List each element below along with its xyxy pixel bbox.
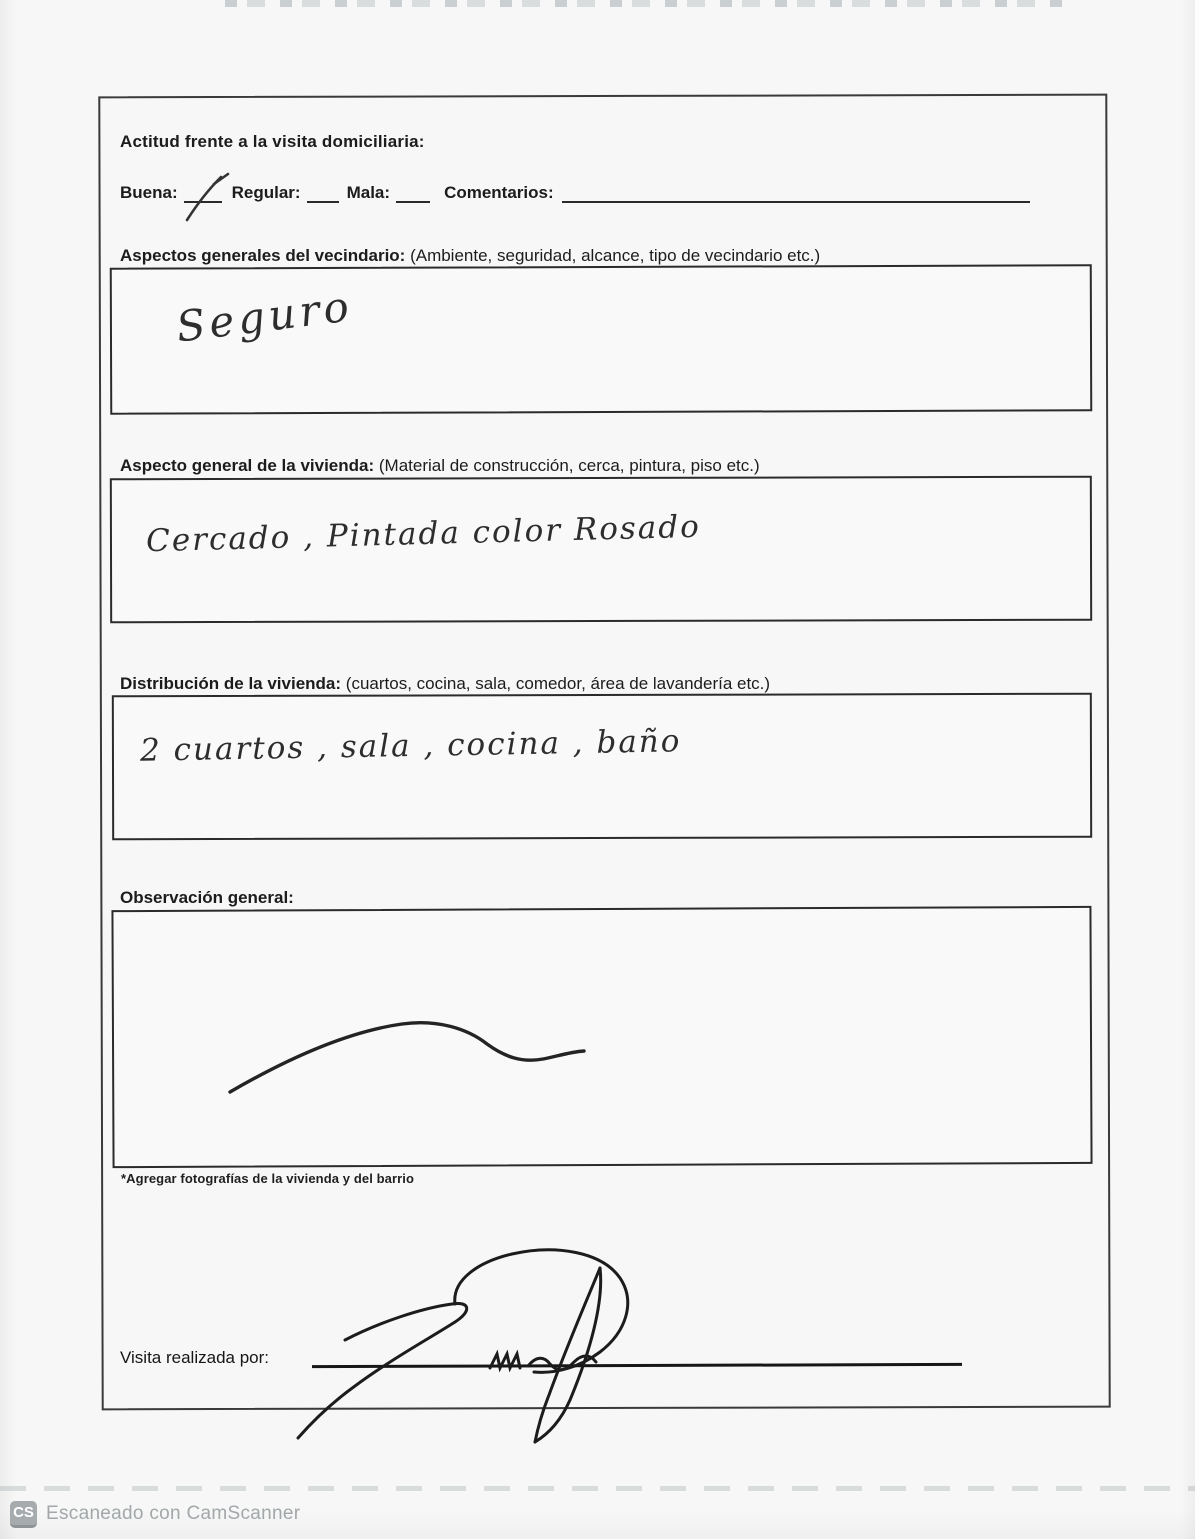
section-hint-distribucion: (cuartos, cocina, sala, comedor, área de lavandería etc.) [341,674,771,693]
regular-label: Regular: [231,183,301,202]
handwritten-vivienda: Cercado , Pintada color Rosado [145,508,702,560]
scan-edge-artifact-bottom [0,1486,1195,1491]
handwritten-vecindario: Seguro [173,281,356,352]
comments-label: Comentarios: [444,183,554,202]
buena-label: Buena: [120,183,178,202]
section-hint-vivienda: (Material de construcción, cerca, pintura, piso etc.) [374,456,760,475]
section-label-distribucion [120,674,770,694]
comments-answer-line [562,182,1030,203]
section-label-vivienda-bold: Aspecto general de la vivienda: [120,456,375,475]
buena-answer-blank [184,182,222,203]
section-label-vivienda [120,456,760,476]
camscanner-footer [10,1499,300,1529]
answer-box-observacion [111,906,1092,1168]
mala-label: Mala: [346,183,391,202]
visited-by-label: Visita realizada por: [120,1348,269,1367]
scan-edge-artifact-top [225,0,1070,7]
photos-footnote: *Agregar fotografías de la vivienda y del barrio [121,1171,415,1186]
attitude-row [120,182,1080,203]
handwritten-distribucion: 2 cuartos , sala , cocina , baño [139,723,682,769]
section-label-observacion-bold: Observación general: [120,888,294,907]
section-label-observacion [120,888,294,908]
section-label-vecindario [120,246,820,266]
mala-answer-blank [396,182,430,203]
form-title: Actitud frente a la visita domiciliaria: [120,132,425,151]
regular-answer-blank [307,182,339,203]
section-label-distribucion-bold: Distribución de la vivienda: [120,674,342,693]
section-hint-vecindario: (Ambiente, seguridad, alcance, tipo de vecindario etc.) [405,246,821,265]
camscanner-footer-text: Escaneado con CamScanner [46,1503,301,1524]
section-label-vecindario-bold: Aspectos generales del vecindario: [120,246,406,265]
camscanner-badge-icon: CS [10,1501,37,1528]
